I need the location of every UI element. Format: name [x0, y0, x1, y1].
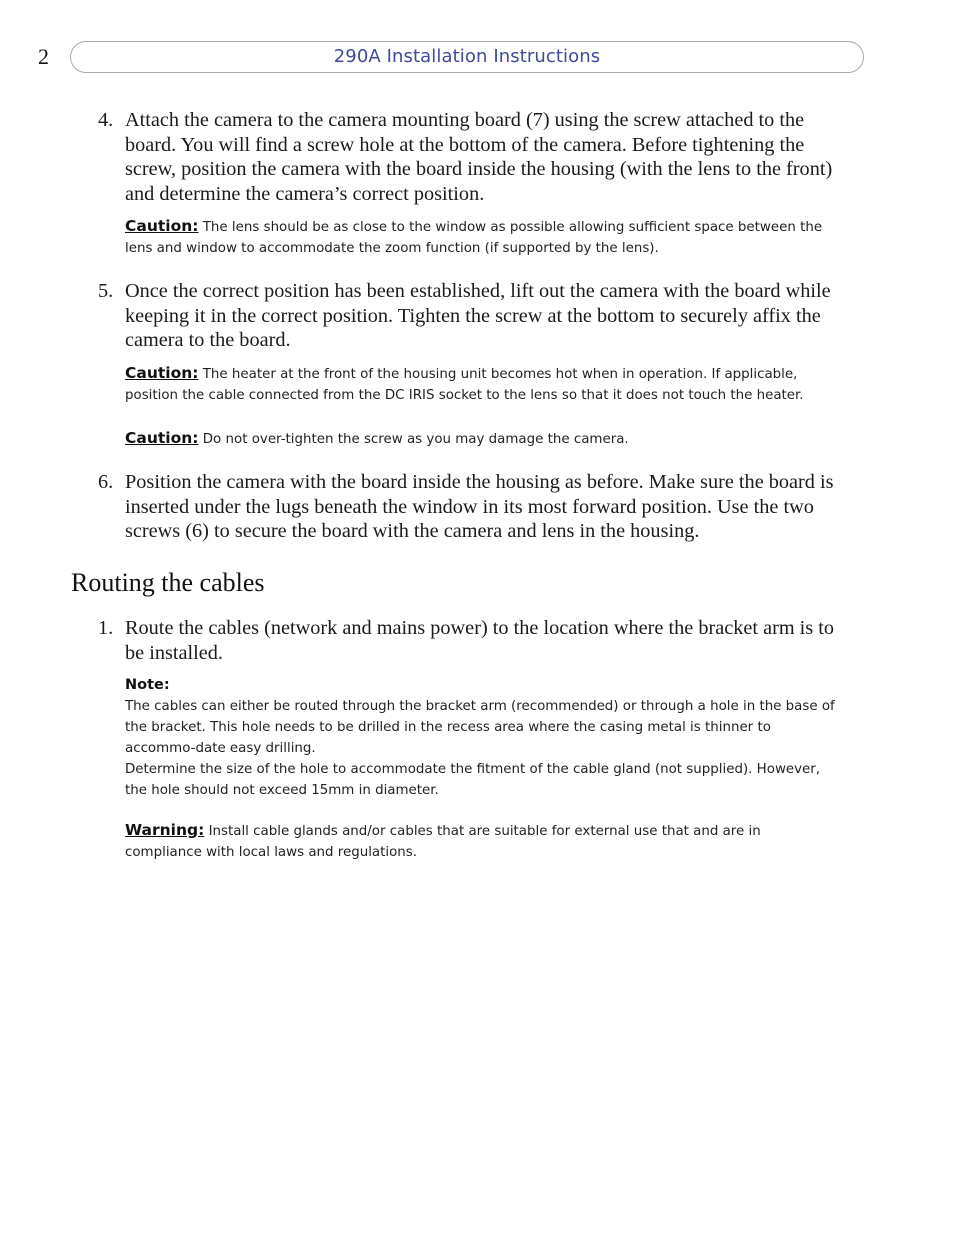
note-paragraph-2: Determine the size of the hole to accommodate the fitment of the cable gland (not supplied). However, the hole should not exceed 15mm in diameter.: [125, 762, 821, 798]
caution-label: Caution:: [125, 217, 199, 235]
step-number: 5.: [98, 280, 114, 302]
step-text: Once the correct position has been established, lift out the camera with the board while keeping it in the correct position. Tighten the screw at the bottom to securely affix the camera to the board.: [125, 280, 831, 351]
running-header: [70, 41, 864, 73]
routing-step-1: [98, 616, 858, 665]
step-6: [98, 470, 858, 544]
step-number: 4.: [98, 109, 114, 131]
note-paragraph-1: The cables can either be routed through the bracket arm (recommended) or through a hole in the base of the bracket. This hole needs to be drilled in the recess area where the casing metal is thinner to accommo-date easy drilling.: [125, 699, 835, 756]
step-text: Attach the camera to the camera mounting board (7) using the screw attached to the board. You will find a screw hole at the bottom of the camera. Before tightening the screw, position the camera with the board inside the housing (with the lens to the front) and determine the camera’s correct position.: [125, 109, 833, 205]
step-4: [98, 108, 858, 206]
caution-lens: [125, 216, 837, 259]
caution-text: The lens should be as close to the window as possible allowing sufficient space between the lens and window to accommodate the zoom function (if supported by the lens).: [125, 220, 823, 256]
step-number: 1.: [98, 617, 114, 639]
warning-text: Install cable glands and/or cables that are suitable for external use that and are in compliance with local laws and regulations.: [125, 824, 761, 860]
section-heading: Routing the cables: [71, 568, 265, 597]
caution-heater: [125, 363, 837, 406]
step-number: 6.: [98, 471, 114, 493]
note-block: [125, 675, 837, 801]
note-label: Note:: [125, 677, 170, 693]
step-text: Route the cables (network and mains power) to the location where the bracket arm is to be installed.: [125, 617, 835, 664]
caution-label: Caution:: [125, 364, 199, 382]
warning-block: [125, 820, 837, 863]
caution-text: The heater at the front of the housing unit becomes hot when in operation. If applicable, position the cable connected from the DC IRIS socket to the lens so that it does not touch the heater.: [125, 367, 804, 403]
step-text: Position the camera with the board inside the housing as before. Make sure the board is inserted under the lugs beneath the window in its most forward position. Use the two screws (6) to secure the board with the camera and lens in the housing.: [125, 471, 834, 542]
caution-text: Do not over-tighten the screw as you may damage the camera.: [202, 432, 629, 447]
caution-screw: [125, 428, 837, 450]
warning-label: Warning:: [125, 821, 205, 839]
page-number: 2: [38, 44, 49, 69]
document-title: 290A Installation Instructions: [333, 46, 601, 67]
caution-label: Caution:: [125, 429, 199, 447]
step-5: [98, 279, 858, 353]
